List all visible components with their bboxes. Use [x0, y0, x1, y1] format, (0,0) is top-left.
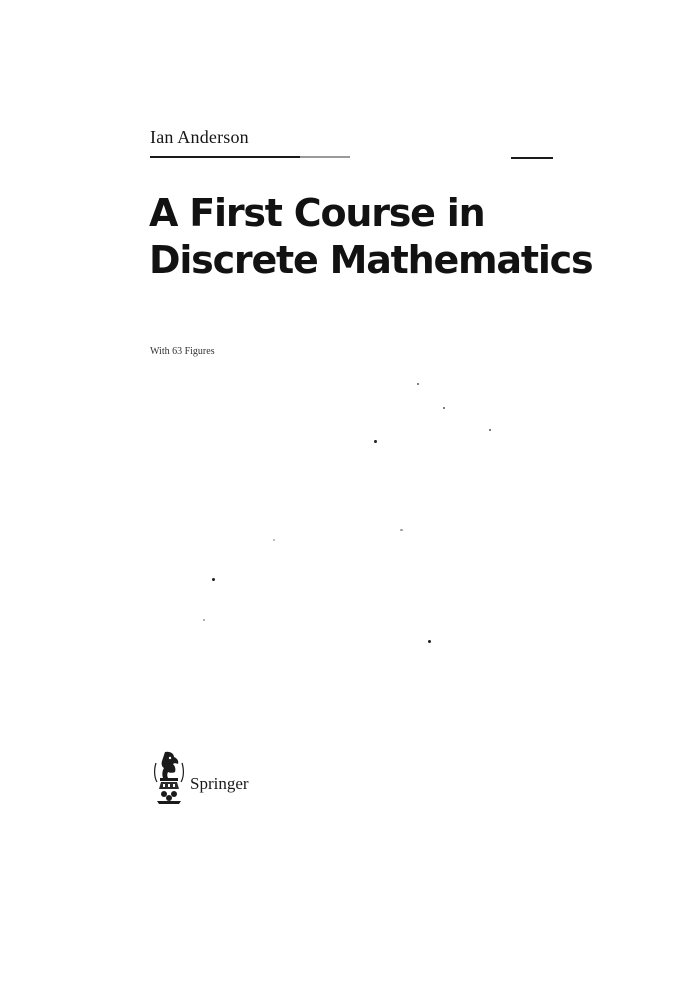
- book-title: [149, 190, 669, 284]
- figures-note: With 63 Figures: [150, 346, 215, 357]
- scan-speck: [489, 429, 491, 431]
- scan-speck: [212, 578, 215, 581]
- scan-speck: [428, 640, 431, 643]
- springer-chess-knight-icon: [152, 749, 186, 807]
- book-title-line-1: A First Course in: [149, 191, 485, 235]
- publisher-name: Springer: [190, 774, 249, 793]
- scan-speck: [443, 407, 445, 409]
- scan-speck: [203, 619, 205, 621]
- scan-speck: [273, 539, 275, 541]
- scan-speck: [400, 529, 403, 531]
- scan-speck: [417, 383, 419, 385]
- author-name: Ian Anderson: [150, 127, 249, 147]
- publisher-block: [152, 748, 249, 808]
- author-rule-left-fade: [300, 156, 350, 158]
- author-rule-right: [511, 157, 553, 159]
- book-title-line-2: Discrete Mathematics: [149, 238, 593, 282]
- scan-speck: [374, 440, 377, 443]
